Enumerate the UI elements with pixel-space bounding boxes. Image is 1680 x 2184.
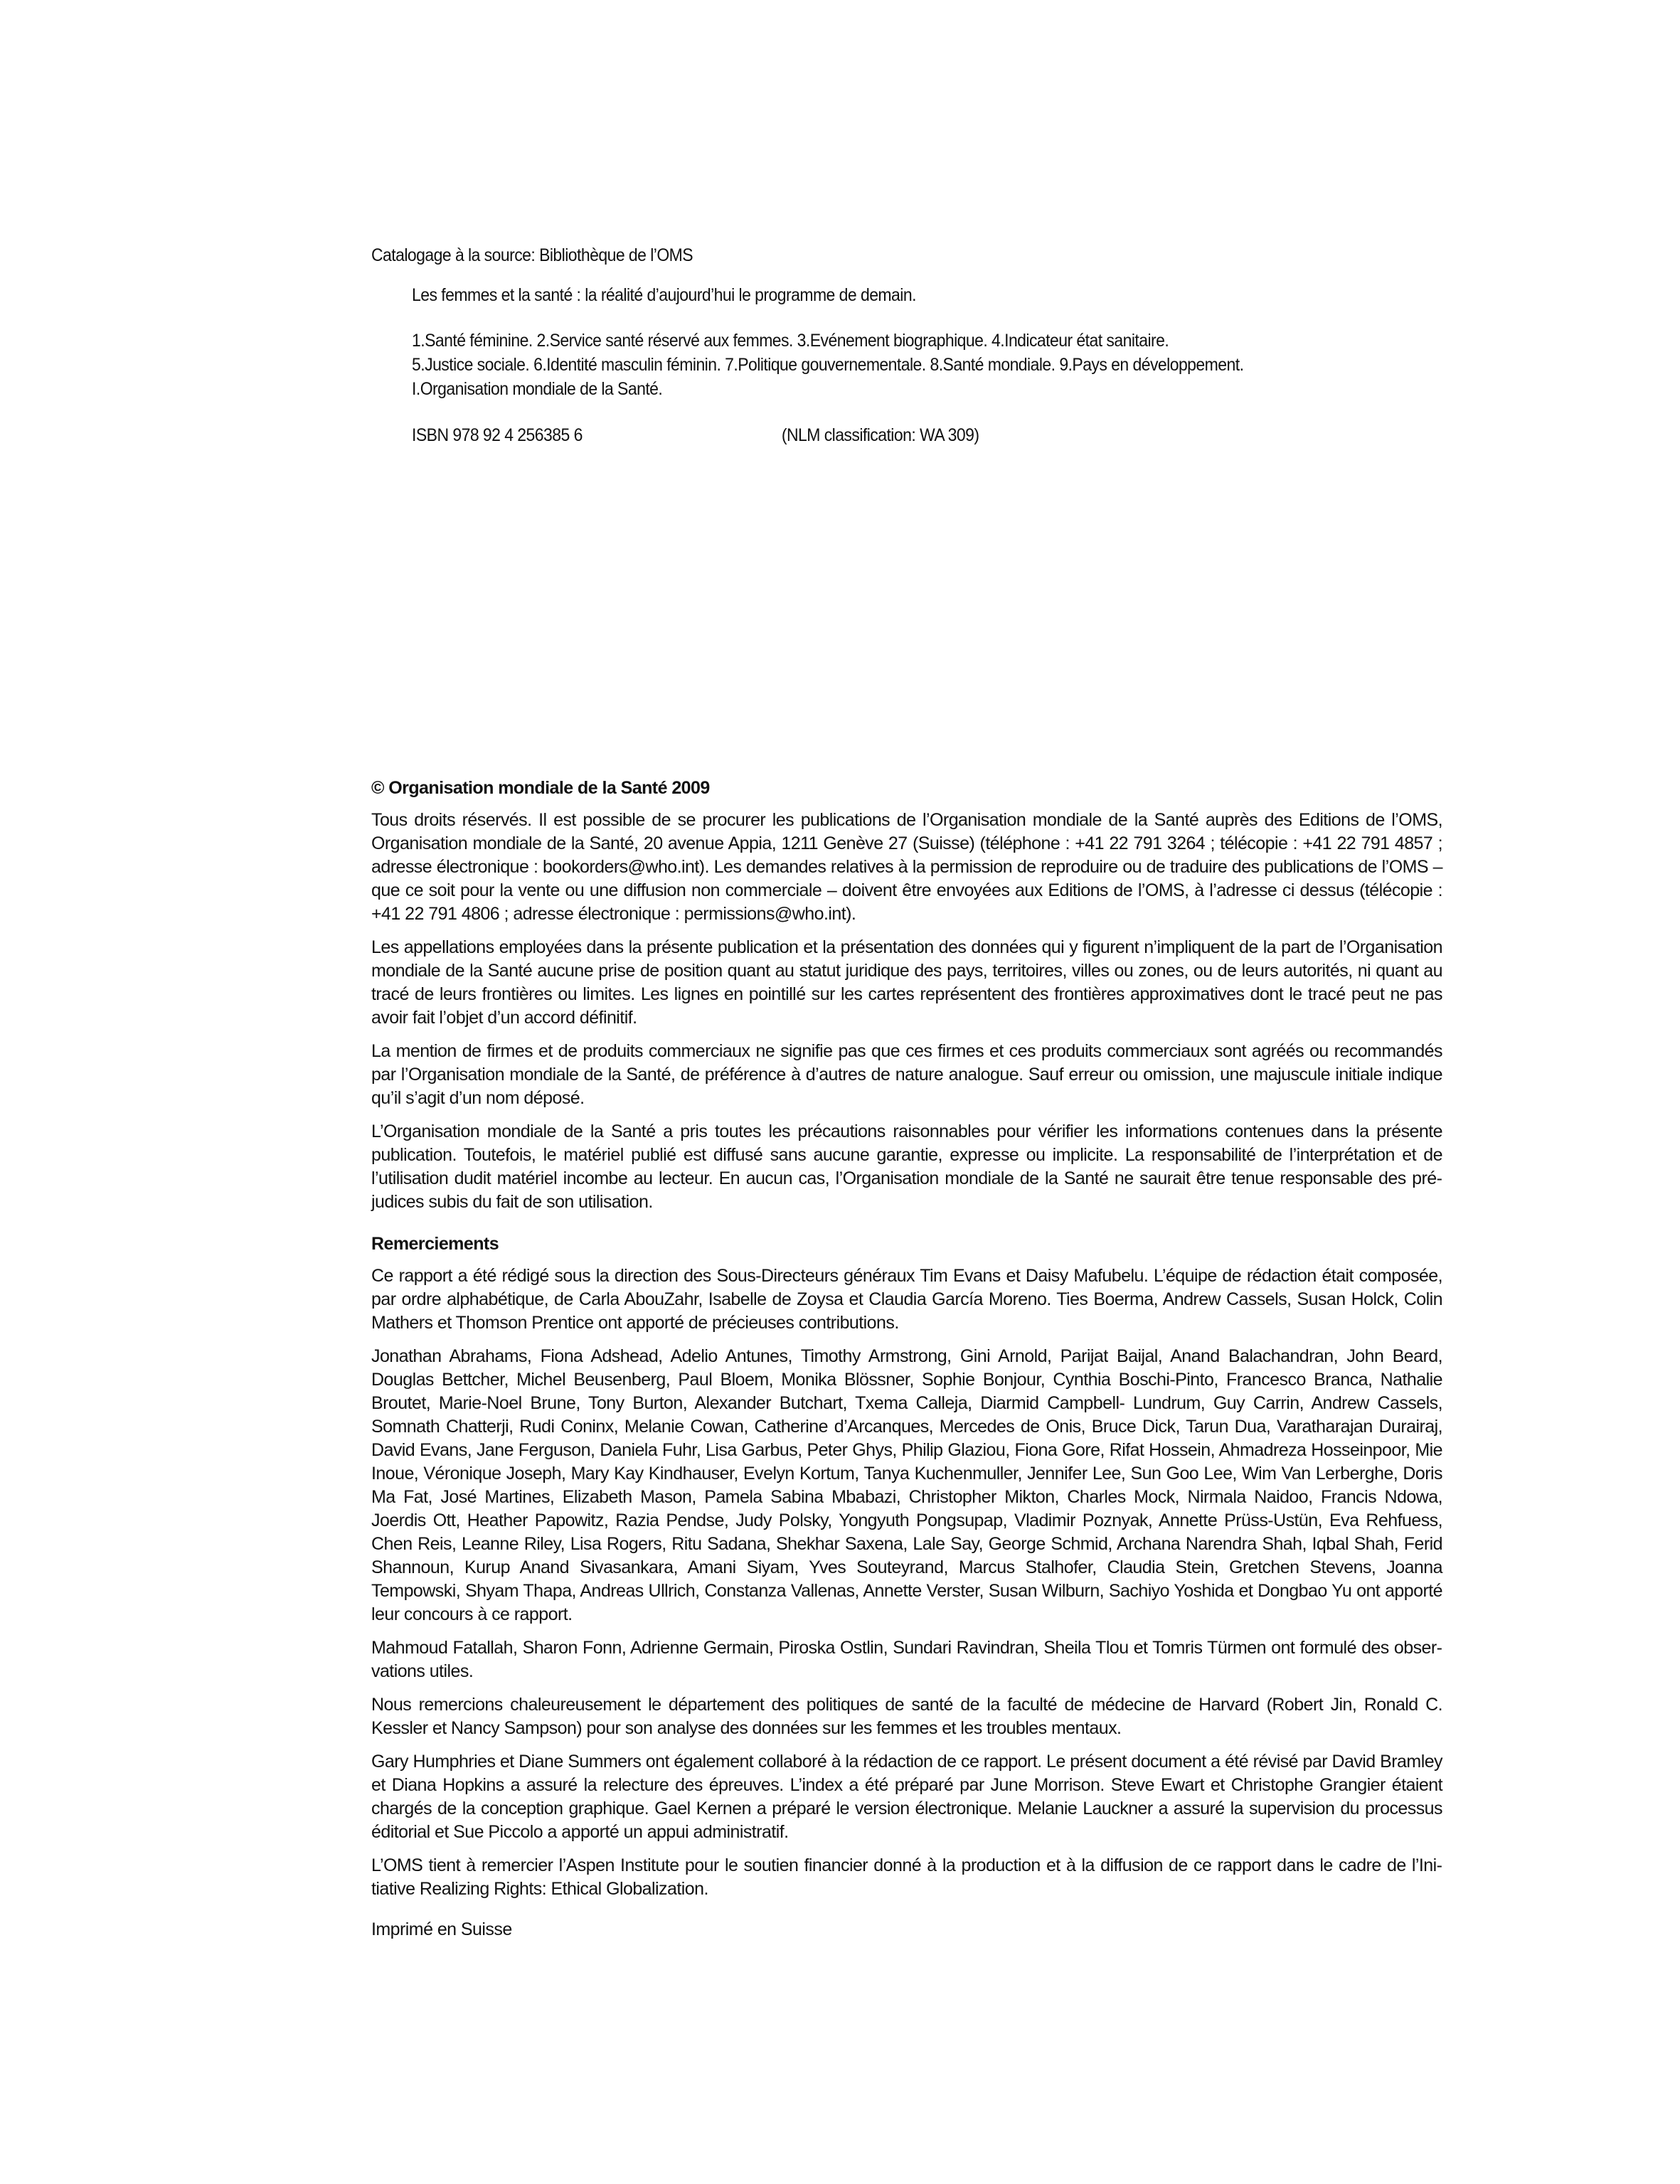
catalog-heading: Catalogage à la source: Bibliothèque de l’OMS xyxy=(371,245,693,265)
isbn-row xyxy=(412,423,1353,447)
copyright-heading: © Organisation mondiale de la Santé 2009 xyxy=(371,778,710,798)
legal-and-credits xyxy=(371,777,1442,1951)
copyright-paragraph: Tous droits réservés. Il est possible de se procurer les publications de l’Organisation mondiale de la Santé auprès des Editions de l’OMS, Organisation mondiale de la Santé, 20 avenue Appia, 1211 Genève 27 (Suisse) (téléphone : +41 22 791 3264 ; télécopie : +41 22 791 4857 ; adresse électronique : bookorders@who.int). Les demandes relatives à la permission de reproduire ou de traduire des publications de l’OMS – que ce soit pour la vente ou une diffusion non commerciale – doivent être envoyées aux Editions de l’OMS, à l’adresse ci dessus (télécopie : +41 22 791 4806 ; adresse électronique : permissions@who.int). xyxy=(371,810,1442,924)
acknowledgements-paragraph: L’OMS tient à remercier l’Aspen Institute pour le soutien financier donné à la production et à la diffusion de ce rapport dans le cadre de l’Initiative Realizing Rights: Ethical Globalization. xyxy=(371,1855,1442,1899)
copyright-paragraph: Les appellations employées dans la présente publication et la présentation des données qui y figurent n’impliquent de la part de l’Organisation mondiale de la Santé aucune prise de position quant au statut juridique des pays, territoires, villes ou zones, ou de leurs autorités, ni quant au tracé de leurs frontières ou limites. Les lignes en pointillé sur les cartes représentent des frontières approximatives dont le tracé peut ne pas avoir fait l’objet d’un accord définitif. xyxy=(371,937,1442,1028)
acknowledgements-paragraph: Ce rapport a été rédigé sous la direction des Sous-Directeurs généraux Tim Evans et Daisy Mafubelu. L’équipe de rédaction était composée, par ordre alphabétique, de Carla AbouZahr, Isabelle de Zoysa et Claudia García Moreno. Ties Boerma, Andrew Cassels, Susan Holck, Colin Mathers et Thomson Prentice ont apporté de précieuses contributions. xyxy=(371,1266,1442,1333)
copyright-paragraph: L’Organisation mondiale de la Santé a pris toutes les précautions raisonnables pour vérifier les informations contenues dans la présente publication. Toutefois, le matériel publié est diffusé sans aucune garantie, expresse ou implicite. La responsabilité de l’interprétation et de l’utilisation dudit matériel incombe au lecteur. En aucun cas, l’Organisation mondiale de la Santé ne saurait être tenue responsable des préjudices subis du fait de son utilisation. xyxy=(371,1122,1442,1212)
acknowledgements-paragraph: Gary Humphries et Diane Summers ont également collaboré à la rédaction de ce rapport. Le présent document a été révisé par David Bramley et Diana Hopkins a assuré la relecture des épreuves. L’index a été préparé par June Morrison. Steve Ewart et Christophe Grangier étaient chargés de la conception graphique. Gael Kernen a préparé le version électronique. Melanie Lauckner a assuré la supervision du processus éditorial et Sue Piccolo a apporté un appui administratif. xyxy=(371,1752,1442,1842)
acknowledgements-paragraph: Nous remercions chaleureusement le département des politiques de santé de la faculté de médecine de Harvard (Robert Jin, Ronald C. Kessler et Nancy Sampson) pour son analyse des données sur les femmes et les troubles mentaux. xyxy=(371,1695,1442,1738)
catalog-subject-line: 5.Justice sociale. 6.Identité masculin féminin. 7.Politique gouvernementale. 8.Santé mondiale. 9.Pays en développement. xyxy=(412,355,1244,375)
printed-in: Imprimé en Suisse xyxy=(371,1919,512,1939)
catalog-subject-line: I.Organisation mondiale de la Santé. xyxy=(412,379,663,399)
cataloguing-block xyxy=(371,243,1353,447)
acknowledgements-paragraph: Jonathan Abrahams, Fiona Adshead, Adelio Antunes, Timothy Armstrong, Gini Arnold, Parijat Baijal, Anand Balachandran, John Beard, Douglas Bettcher, Michel Beusenberg, Paul Bloem, Monika Blössner, Sophie Bonjour, Cynthia Boschi-Pinto, Francesco Branca, Nathalie Broutet, Marie-Noel Brune, Tony Burton, Alexander Butchart, Txema Calleja, Diarmid Campbell- Lundrum, Guy Carrin, Andrew Cassels, Somnath Chatterji, Rudi Coninx, Melanie Cowan, Catherine d’Arcanques, Mercedes de Onis, Bruce Dick, Tarun Dua, Varatharajan Durairaj, David Evans, Jane Ferguson, Daniela Fuhr, Lisa Garbus, Peter Ghys, Philip Glaziou, Fiona Gore, Rifat Hossein, Ahmadreza Hosseinpoor, Mie Inoue, Véronique Joseph, Mary Kay Kindhauser, Evelyn Kortum, Tanya Kuchenmuller, Jennifer Lee, Sun Goo Lee, Wim Van Lerberghe, Doris Ma Fat, José Martines, Elizabeth Mason, Pamela Sabina Mbabazi, Christopher Mikton, Charles Mock, Nirmala Naidoo, Francis Ndowa, Joerdis Ott, Heather Papowitz, Razia Pendse, Judy Polsky, Yongyuth Pongsupap, Vladimir Poznyak, Annette Prüss-Ustün, Eva Rehfuess, Chen Reis, Leanne Riley, Lisa Rogers, Ritu Sadana, Shekhar Saxena, Lale Say, George Schmid, Archana Narendra Shah, Iqbal Shah, Ferid Shannoun, Kurup Anand Sivasankara, Amani Siyam, Yves Souteyrand, Marcus Stalhofer, Claudia Stein, Gretchen Stevens, Joanna Tempowski, Shyam Thapa, Andreas Ullrich, Constanza Vallenas, Annette Verster, Susan Wilburn, Sachiyo Yoshida et Dongbao Yu ont apporté leur concours à ce rapport. xyxy=(371,1346,1442,1624)
acknowledgements-paragraph: Mahmoud Fatallah, Sharon Fonn, Adrienne Germain, Piroska Ostlin, Sundari Ravindran, Sheila Tlou et Tomris Türmen ont formulé des observations utiles. xyxy=(371,1638,1442,1681)
catalog-title: Les femmes et la santé : la réalité d’aujourd’hui le programme de demain. xyxy=(412,285,916,305)
catalog-subject-line: 1.Santé féminine. 2.Service santé réservé aux femmes. 3.Evénement biographique. 4.Indicateur état sanitaire. xyxy=(412,331,1169,351)
copyright-paragraph: La mention de firmes et de produits commerciaux ne signifie pas que ces firmes et ces produits commerciaux sont agréés ou recommandés par l’Organisation mondiale de la Santé, de préférence à d’autres de nature analogue. Sauf erreur ou omission, une majuscule initiale indique qu’il s’agit d’un nom déposé. xyxy=(371,1041,1442,1108)
isbn: ISBN 978 92 4 256385 6 xyxy=(412,425,583,445)
nlm-classification: (NLM classification: WA 309) xyxy=(781,425,979,445)
acknowledgements-heading: Remerciements xyxy=(371,1234,499,1254)
catalog-subjects xyxy=(412,329,1353,401)
